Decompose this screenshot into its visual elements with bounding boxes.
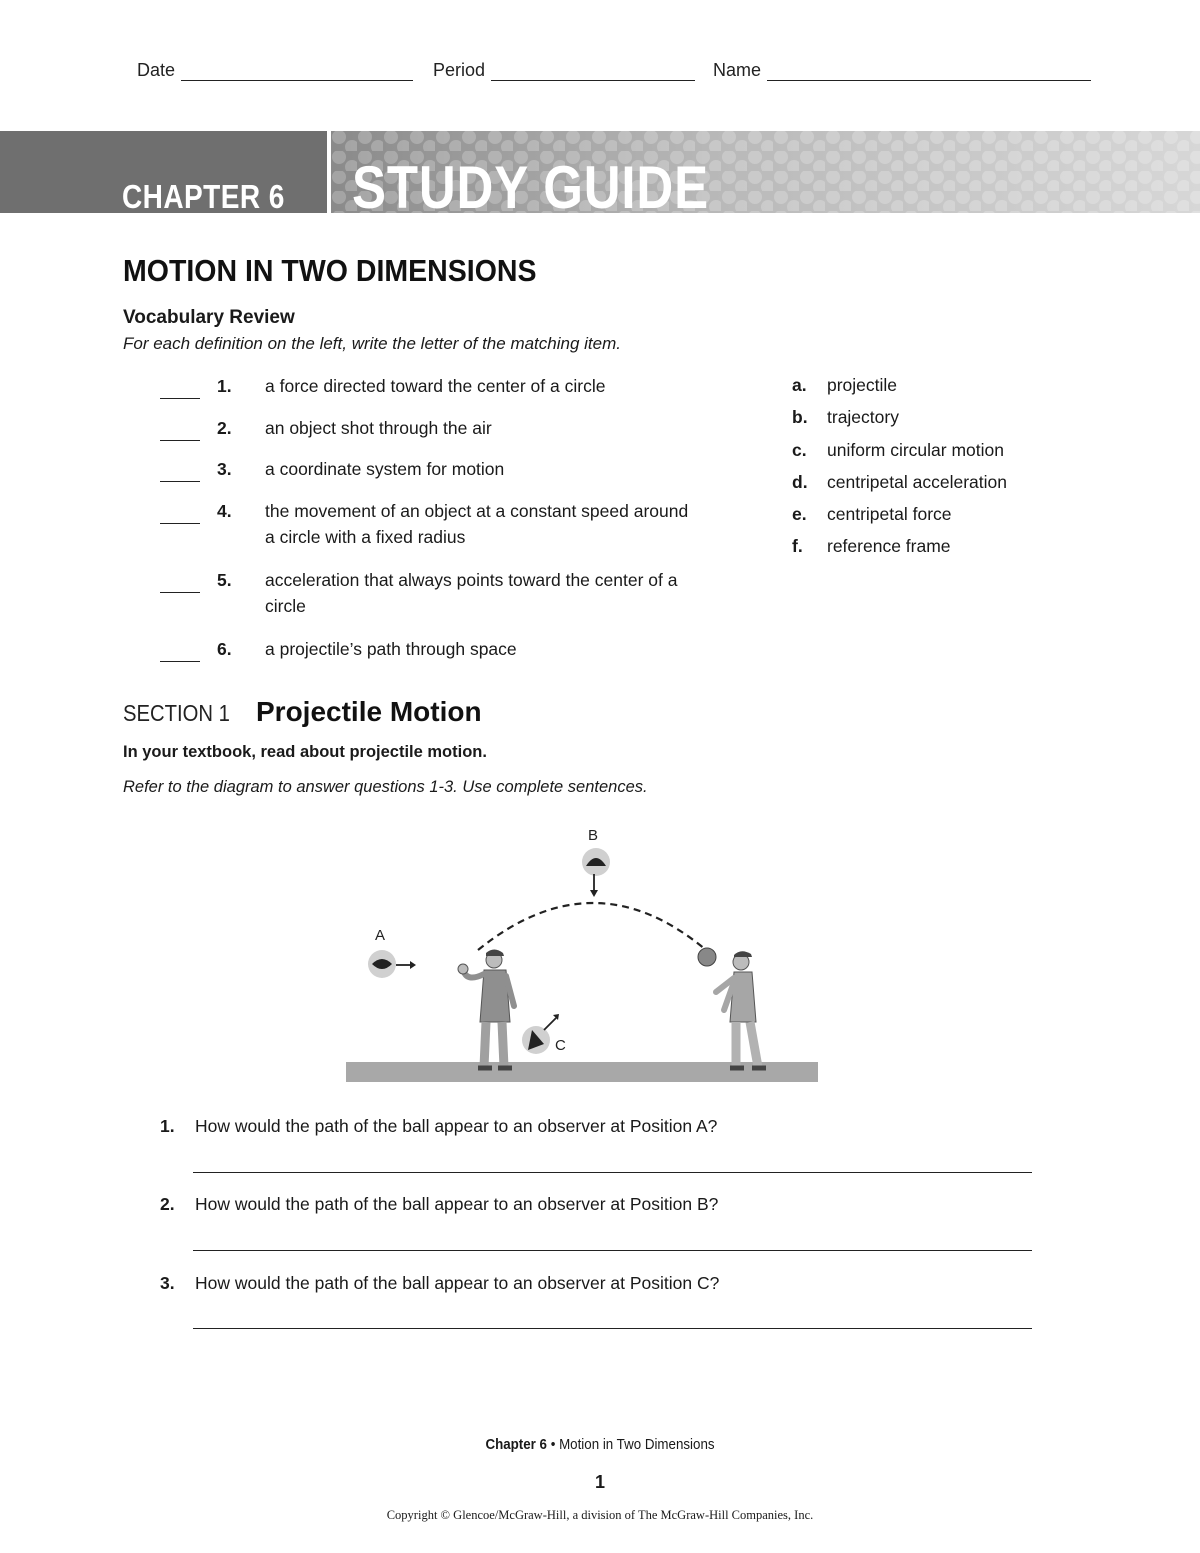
refer-instruction: Refer to the diagram to answer questions 1-3. Use complete sentences. <box>123 778 648 796</box>
question-text: How would the path of the ball appear to an observer at Position B? <box>195 1194 719 1214</box>
page-number: 1 <box>594 1472 605 1492</box>
vocab-definition: a projectile’s path through space <box>265 639 517 659</box>
answer-blank[interactable] <box>160 461 200 482</box>
name-label: Name <box>713 60 762 80</box>
chapter-heading: CHAPTER 6 <box>122 178 285 215</box>
date-field <box>137 60 413 81</box>
period-label: Period <box>433 60 486 80</box>
vocab-heading: Vocabulary Review <box>123 307 295 328</box>
vocab-definition: an object shot through the air <box>265 418 492 438</box>
projectile-diagram <box>346 822 818 1084</box>
date-label: Date <box>137 60 176 80</box>
vocab-definition: acceleration that always points toward the center of a circle <box>265 570 678 616</box>
read-instruction: In your textbook, read about projectile motion. <box>123 743 487 761</box>
footer-bullet: • <box>550 1437 556 1453</box>
name-input-line[interactable] <box>767 62 1091 81</box>
section-title: Projectile Motion <box>256 696 482 727</box>
observer-c-eye-icon <box>522 1014 559 1054</box>
question-text: How would the path of the ball appear to an observer at Position C? <box>195 1273 720 1293</box>
answer-line[interactable] <box>193 1172 1032 1173</box>
vocab-number: 6. <box>217 639 232 659</box>
page-title: MOTION IN TWO DIMENSIONS <box>123 253 537 288</box>
answer-blank[interactable] <box>160 641 200 662</box>
label-c: C <box>555 1037 566 1054</box>
name-field <box>713 60 1091 81</box>
vocab-number: 3. <box>217 459 232 479</box>
option-term: centripetal force <box>827 504 952 524</box>
ball-trajectory <box>478 903 706 950</box>
vocab-instruction: For each definition on the left, write the letter of the matching item. <box>123 334 621 353</box>
diagram-svg <box>346 822 818 1084</box>
study-guide-heading: STUDY GUIDE <box>352 154 709 221</box>
vocab-number: 1. <box>217 376 232 396</box>
question-number: 2. <box>160 1194 175 1214</box>
answer-line[interactable] <box>193 1328 1032 1329</box>
vocab-definition: a force directed toward the center of a circle <box>265 376 606 396</box>
vocab-number: 2. <box>217 418 232 438</box>
catcher-figure <box>698 948 766 1068</box>
footer-topic: Motion in Two Dimensions <box>559 1437 715 1453</box>
answer-line[interactable] <box>193 1250 1032 1251</box>
ground <box>346 1062 818 1082</box>
vocab-number: 5. <box>217 570 232 590</box>
answer-blank[interactable] <box>160 503 200 524</box>
question-text: How would the path of the ball appear to an observer at Position A? <box>195 1116 718 1136</box>
period-input-line[interactable] <box>491 62 695 81</box>
section-label: SECTION 1 <box>123 700 230 726</box>
footer-chapter: Chapter 6 <box>485 1437 547 1453</box>
option-letter: d. <box>792 472 808 492</box>
date-input-line[interactable] <box>181 62 413 81</box>
period-field <box>433 60 695 81</box>
question-number: 3. <box>160 1273 175 1293</box>
question-number: 1. <box>160 1116 175 1136</box>
option-letter: a. <box>792 375 807 395</box>
vocab-definition: the movement of an object at a constant speed around a circle with a fixed radius <box>265 501 689 547</box>
option-term: trajectory <box>827 407 899 427</box>
answer-blank[interactable] <box>160 420 200 441</box>
label-b: B <box>588 827 599 844</box>
thrower-figure <box>458 950 514 1069</box>
vocab-definition: a coordinate system for motion <box>265 459 505 479</box>
option-letter: f. <box>792 536 803 556</box>
option-term: reference frame <box>827 536 951 556</box>
answer-blank[interactable] <box>160 378 200 399</box>
footer-chapter-line <box>48 1437 1152 1453</box>
option-term: centripetal acceleration <box>827 472 1007 492</box>
vocab-number: 4. <box>217 501 232 521</box>
observer-b-eye-icon <box>582 848 610 897</box>
answer-blank[interactable] <box>160 572 200 593</box>
observer-a-eye-icon <box>368 950 416 978</box>
option-term: projectile <box>827 375 898 395</box>
label-a: A <box>375 927 386 944</box>
option-term: uniform circular motion <box>827 440 1004 460</box>
ball <box>698 948 716 966</box>
option-letter: c. <box>792 440 807 460</box>
option-letter: b. <box>792 407 808 427</box>
copyright: Copyright © Glencoe/McGraw-Hill, a division of The McGraw-Hill Companies, Inc. <box>386 1508 814 1522</box>
option-letter: e. <box>792 504 807 524</box>
